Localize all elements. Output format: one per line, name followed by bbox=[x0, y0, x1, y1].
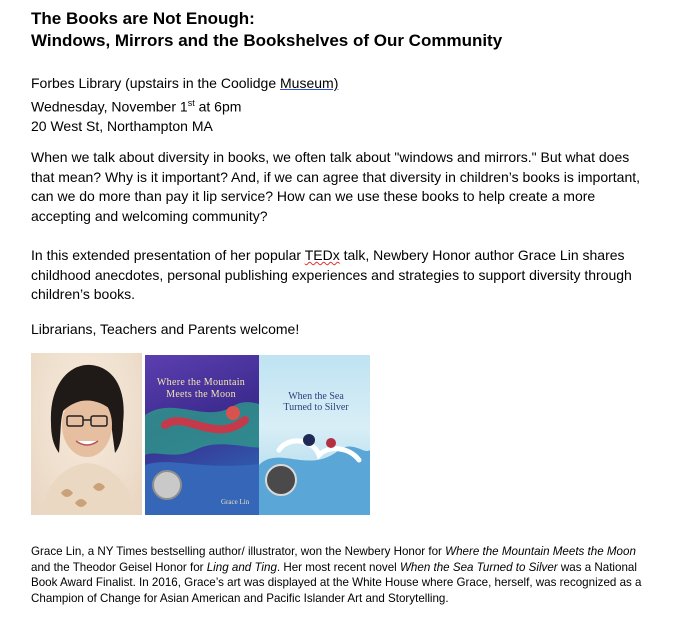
title-line-1: The Books are Not Enough: bbox=[31, 9, 255, 28]
caption-text-4: was a National Book Award Finalist. In 2016, Grace’s art was displayed at the White House where Grace, herself, was recognized as a Champion of Change for Asian American and Pacific Islander Art and Storytelling. bbox=[31, 560, 642, 606]
caption-text-1: Grace Lin, a NY Times bestselling author/ illustrator, won the Newbery Honor for bbox=[31, 545, 446, 558]
paragraph-welcome: Librarians, Teachers and Parents welcome! bbox=[31, 321, 300, 337]
p2-text-b: talk, Newbery Honor author Grace Lin shares childhood anecdotes, personal publishing experiences and strategies to support diversity through children’s books. bbox=[31, 247, 632, 302]
caption-title-1: Where the Mountain Meets the Moon bbox=[445, 545, 636, 558]
title-line-2: Windows, Mirrors and the Bookshelves of Our Community bbox=[31, 31, 503, 50]
date-superscript: st bbox=[187, 97, 195, 108]
caption-title-2: Ling and Ting bbox=[206, 560, 277, 574]
caption-text-3: . Her most recent novel bbox=[276, 560, 400, 574]
book-cover-sea-silver bbox=[259, 355, 370, 515]
flyer-title bbox=[31, 8, 502, 52]
event-details bbox=[31, 74, 338, 136]
book2-illustration bbox=[259, 355, 370, 515]
book1-title: Where the Mountain Meets the Moon bbox=[156, 377, 246, 400]
tedx-word: TEDx bbox=[304, 247, 340, 263]
event-address: 20 West St, Northampton MA bbox=[31, 117, 213, 134]
caption-text-2: and the Theodor Geisel Honor for bbox=[31, 560, 207, 574]
event-date bbox=[31, 94, 338, 117]
author-portrait-graphic bbox=[31, 353, 142, 515]
paragraph-intro: When we talk about diversity in books, we often talk about "windows and mirrors." But what does that mean? Why is it important? And, if we can agree that diversity in children’s books is important, can we do more than pay it lip service? How can we use these books to help create a more accepting and welcoming community? bbox=[31, 149, 641, 224]
caption-title-3: When the Sea Turned to Silver bbox=[399, 560, 558, 574]
paragraph-presentation bbox=[31, 246, 646, 305]
museum-link[interactable]: Museum) bbox=[280, 75, 339, 91]
date-time: at 6pm bbox=[194, 98, 242, 115]
author-photo bbox=[31, 353, 142, 515]
event-venue bbox=[31, 74, 338, 94]
date-text: Wednesday, November 1 bbox=[31, 98, 188, 115]
book1-author: Grace Lin bbox=[221, 498, 250, 506]
book2-title: When the Sea Turned to Silver bbox=[283, 391, 349, 413]
p2-text-a: In this extended presentation of her popular bbox=[31, 247, 305, 263]
venue-text: Forbes Library (upstairs in the Coolidge bbox=[31, 75, 281, 91]
author-bio-caption bbox=[31, 544, 651, 607]
